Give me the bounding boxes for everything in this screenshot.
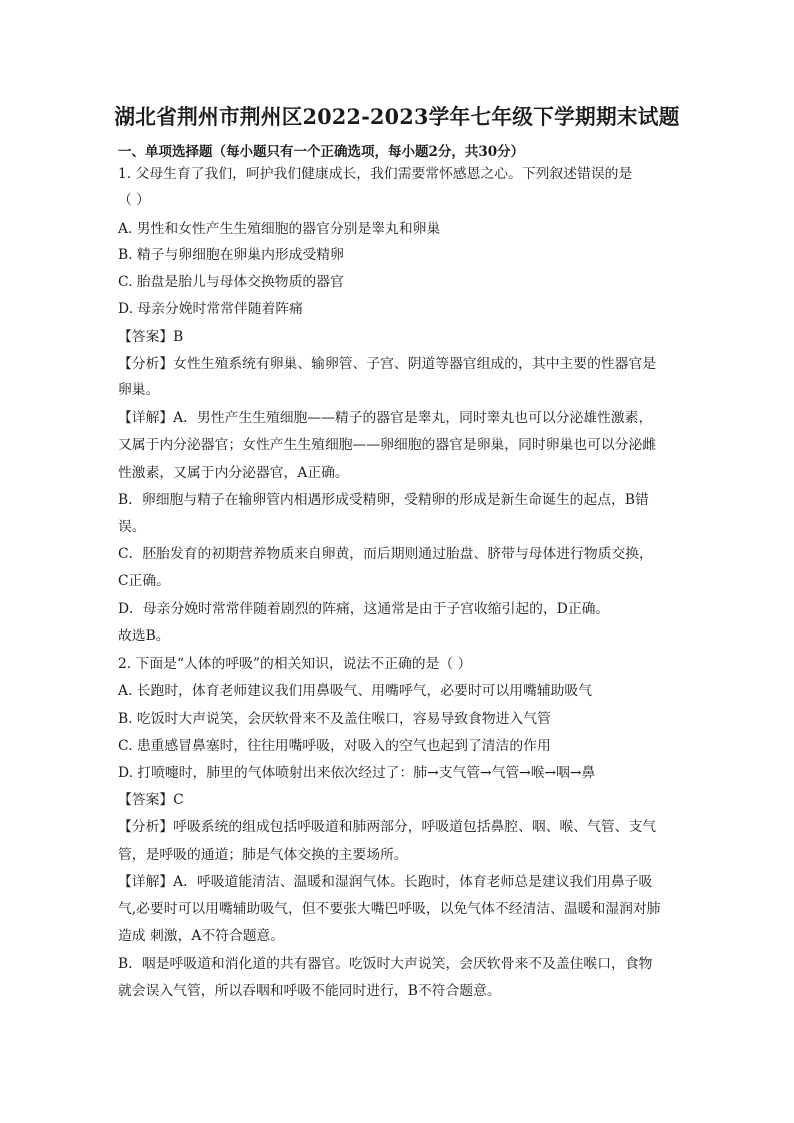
- text-line: 性激素，又属于内分泌器官，A正确。: [118, 465, 349, 481]
- text-line: 【详解】A．呼吸道能清洁、温暖和湿润气体。长跑时，体育老师总是建议我们用鼻子吸: [118, 874, 653, 890]
- text-line: B. 精子与卵细胞在卵巢内形成受精卵: [118, 247, 344, 263]
- text-line: 【答案】B: [118, 329, 184, 345]
- text-line: D．母亲分娩时常常伴随着剧烈的阵痛，这通常是由于子宫收缩引起的，D正确。: [118, 601, 610, 617]
- text-line: B．卵细胞与精子在输卵管内相遇形成受精卵，受精卵的形成是新生命诞生的起点，B错: [118, 492, 649, 508]
- text-line: 就会误入气管，所以吞咽和呼吸不能同时进行，B不符合题意。: [118, 983, 501, 999]
- text-line: 【详解】A．男性产生生殖细胞——精子的器官是睾丸，同时睾丸也可以分泌雄性激素，: [118, 410, 653, 426]
- text-line: 【分析】呼吸系统的组成包括呼吸道和肺两部分，呼吸道包括鼻腔、咽、喉、气管、支气: [118, 819, 657, 835]
- text-line: 误。: [118, 519, 146, 535]
- text-line: A. 长跑时，体育老师建议我们用鼻吸气、用嘴呼气，必要时可以用嘴辅助吸气: [118, 683, 593, 699]
- text-line: B. 吃饭时大声说笑，会厌软骨来不及盖住喉口，容易导致食物进入气管: [118, 711, 551, 727]
- text-line: 造成 刺激，A不符合题意。: [118, 928, 285, 944]
- text-line: 2. 下面是“人体的呼吸”的相关知识，说法不正确的是（ ）: [118, 656, 472, 672]
- text-line: 故选B。: [118, 628, 170, 644]
- text-line: B．咽是呼吸道和消化道的共有器官。吃饭时大声说笑，会厌软骨来不及盖住喉口，食物: [118, 956, 653, 972]
- text-line: D. 母亲分娩时常常伴随着阵痛: [118, 301, 303, 317]
- text-line: 又属于内分泌器官；女性产生生殖细胞——卵细胞的器官是卵巢，同时卵巢也可以分泌雌: [118, 437, 657, 453]
- text-line: 1. 父母生育了我们，呵护我们健康成长，我们需要常怀感恩之心。下列叙述错误的是: [118, 166, 633, 182]
- page-title: 湖北省荆州市荆州区2022-2023学年七年级下学期期末试题: [114, 104, 680, 129]
- text-line: 卵巢。: [118, 382, 160, 398]
- text-line: C. 胎盘是胎儿与母体交换物质的器官: [118, 274, 344, 290]
- text-line: 气,必要时可以用嘴辅助吸气，但不要张大嘴巴呼吸，以免气体不经清洁、温暖和湿润对肺: [118, 901, 661, 917]
- text-line: C. 患重感冒鼻塞时，往往用嘴呼吸，对吸入的空气也起到了清洁的作用: [118, 738, 551, 754]
- text-line: 管，是呼吸的通道；肺是气体交换的主要场所。: [118, 847, 408, 863]
- text-line: （ ）: [118, 192, 150, 208]
- text-line: C正确。: [118, 573, 170, 589]
- section-heading: 一、单项选择题（每小题只有一个正确选项，每小题2分，共30分）: [118, 144, 525, 160]
- text-line: 【答案】C: [118, 792, 184, 808]
- text-line: 【分析】女性生殖系统有卵巢、输卵管、子宫、阴道等器官组成的，其中主要的性器官是: [118, 356, 657, 372]
- text-line: C．胚胎发育的初期营养物质来自卵黄，而后期则通过胎盘、脐带与母体进行物质交换，: [118, 546, 653, 562]
- text-line: D. 打喷嚏时，肺里的气体喷射出来依次经过了：肺→支气管→气管→喉→咽→鼻: [118, 765, 596, 781]
- text-line: A. 男性和女性产生生殖细胞的器官分别是睾丸和卵巢: [118, 221, 441, 237]
